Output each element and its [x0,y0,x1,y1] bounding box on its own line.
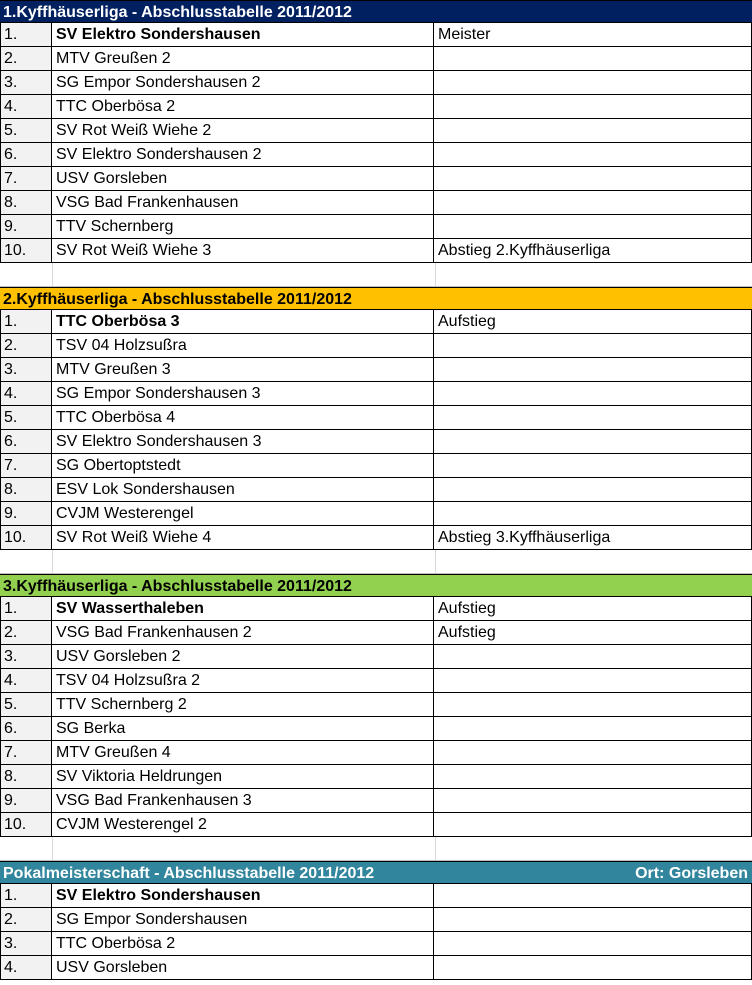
rank-cell[interactable]: 5. [0,119,52,142]
table-row[interactable] [0,717,752,741]
note-cell[interactable]: Aufstieg [434,597,752,620]
section-header[interactable] [0,861,752,884]
team-cell[interactable]: SV Elektro Sondershausen [52,884,434,907]
team-cell[interactable]: TSV 04 Holzsußra [52,334,434,357]
rank-cell[interactable]: 6. [0,430,52,453]
rank-cell[interactable]: 3. [0,932,52,955]
team-cell[interactable]: USV Gorsleben [52,956,434,979]
table-row[interactable] [0,191,752,215]
team-cell[interactable]: MTV Greußen 3 [52,358,434,381]
rank-cell[interactable]: 2. [0,334,52,357]
table-row[interactable] [0,239,752,263]
team-cell[interactable]: USV Gorsleben 2 [52,645,434,668]
table-row[interactable] [0,645,752,669]
team-cell[interactable]: SV Elektro Sondershausen 3 [52,430,434,453]
table-row[interactable] [0,358,752,382]
note-cell[interactable] [434,956,752,979]
rank-cell[interactable]: 4. [0,669,52,692]
table-row[interactable] [0,932,752,956]
note-cell[interactable] [434,215,752,238]
note-cell[interactable] [434,478,752,501]
rank-cell[interactable]: 1. [0,310,52,333]
table-row[interactable] [0,23,752,47]
team-cell[interactable]: SG Empor Sondershausen [52,908,434,931]
table-row[interactable] [0,119,752,143]
team-cell[interactable]: SG Berka [52,717,434,740]
table-row[interactable] [0,167,752,191]
table-row[interactable] [0,215,752,239]
team-cell[interactable]: MTV Greußen 2 [52,47,434,70]
section-location: Ort: Gorsleben [635,865,748,882]
empty-cell[interactable] [53,837,436,860]
rank-cell[interactable]: 1. [0,597,52,620]
rank-cell[interactable]: 6. [0,717,52,740]
section-header[interactable] [0,0,752,23]
note-cell[interactable]: Abstieg 3.Kyffhäuserliga [434,526,752,549]
empty-cell[interactable] [53,550,436,573]
team-cell[interactable]: SV Rot Weiß Wiehe 2 [52,119,434,142]
note-cell[interactable] [434,669,752,692]
rank-cell[interactable]: 5. [0,406,52,429]
team-cell[interactable]: SV Viktoria Heldrungen [52,765,434,788]
note-cell[interactable]: Aufstieg [434,621,752,644]
section-title: Pokalmeisterschaft - Abschlusstabelle 2011/2012 [3,865,375,882]
team-cell[interactable]: SV Wasserthaleben [52,597,434,620]
note-cell[interactable] [434,502,752,525]
table-row[interactable] [0,95,752,119]
section-header[interactable] [0,287,752,310]
team-cell[interactable]: SG Empor Sondershausen 3 [52,382,434,405]
empty-row[interactable] [0,550,752,574]
note-cell[interactable] [434,382,752,405]
table-row[interactable] [0,406,752,430]
note-cell[interactable] [434,167,752,190]
team-cell[interactable]: CVJM Westerengel 2 [52,813,434,836]
table-row[interactable] [0,382,752,406]
empty-cell[interactable] [0,550,53,573]
note-cell[interactable] [434,143,752,166]
team-cell[interactable]: TTC Oberbösa 4 [52,406,434,429]
section-liga2 [0,287,752,574]
note-cell[interactable] [434,358,752,381]
team-cell[interactable]: TTV Schernberg [52,215,434,238]
empty-cell[interactable] [0,263,53,286]
team-cell[interactable]: SV Rot Weiß Wiehe 3 [52,239,434,262]
table-row[interactable] [0,430,752,454]
section-liga1 [0,0,752,287]
rank-cell[interactable]: 4. [0,95,52,118]
rank-cell[interactable]: 9. [0,502,52,525]
rank-cell[interactable]: 10. [0,813,52,836]
rank-cell[interactable]: 10. [0,526,52,549]
note-cell[interactable] [434,765,752,788]
table-row[interactable] [0,71,752,95]
rank-cell[interactable]: 4. [0,956,52,979]
empty-row[interactable] [0,263,752,287]
table-row[interactable] [0,502,752,526]
note-cell[interactable] [434,813,752,836]
note-cell[interactable] [434,191,752,214]
section-liga3 [0,574,752,861]
rank-cell[interactable]: 1. [0,884,52,907]
team-cell[interactable]: VSG Bad Frankenhausen 3 [52,789,434,812]
team-cell[interactable]: SV Rot Weiß Wiehe 4 [52,526,434,549]
team-cell[interactable]: ESV Lok Sondershausen [52,478,434,501]
table-row[interactable] [0,454,752,478]
empty-cell[interactable] [53,263,436,286]
table-row[interactable] [0,693,752,717]
rank-cell[interactable]: 2. [0,621,52,644]
note-cell[interactable] [434,406,752,429]
empty-row[interactable] [0,837,752,861]
table-row[interactable] [0,47,752,71]
rank-cell[interactable]: 3. [0,358,52,381]
rank-cell[interactable]: 7. [0,454,52,477]
team-cell[interactable]: VSG Bad Frankenhausen [52,191,434,214]
section-title: 3.Kyffhäuserliga - Abschlusstabelle 2011/2012 [3,578,352,595]
table-row[interactable] [0,956,752,980]
table-row[interactable] [0,478,752,502]
team-cell[interactable]: MTV Greußen 4 [52,741,434,764]
team-cell[interactable]: TTV Schernberg 2 [52,693,434,716]
table-row[interactable] [0,526,752,550]
note-cell[interactable]: Abstieg 2.Kyffhäuserliga [434,239,752,262]
rank-cell[interactable]: 1. [0,23,52,46]
table-row[interactable] [0,334,752,358]
table-row[interactable] [0,908,752,932]
team-cell[interactable]: TTC Oberbösa 2 [52,932,434,955]
note-cell[interactable] [434,693,752,716]
note-cell[interactable] [434,884,752,907]
note-cell[interactable] [434,741,752,764]
table-row[interactable] [0,884,752,908]
note-cell[interactable] [434,717,752,740]
rank-cell[interactable]: 7. [0,741,52,764]
rank-cell[interactable]: 3. [0,71,52,94]
team-cell[interactable]: SV Elektro Sondershausen [52,23,434,46]
note-cell[interactable] [434,789,752,812]
note-cell[interactable]: Aufstieg [434,310,752,333]
team-cell[interactable]: TSV 04 Holzsußra 2 [52,669,434,692]
table-row[interactable] [0,669,752,693]
rank-cell[interactable]: 5. [0,693,52,716]
team-cell[interactable]: TTC Oberbösa 2 [52,95,434,118]
note-cell[interactable] [434,454,752,477]
rank-cell[interactable]: 9. [0,789,52,812]
rank-cell[interactable]: 6. [0,143,52,166]
team-cell[interactable]: VSG Bad Frankenhausen 2 [52,621,434,644]
table-row[interactable] [0,789,752,813]
rank-cell[interactable]: 8. [0,765,52,788]
table-row[interactable] [0,813,752,837]
team-cell[interactable]: SG Obertoptstedt [52,454,434,477]
table-row[interactable] [0,765,752,789]
rank-cell[interactable]: 2. [0,908,52,931]
team-cell[interactable]: USV Gorsleben [52,167,434,190]
team-cell[interactable]: SG Empor Sondershausen 2 [52,71,434,94]
rank-cell[interactable]: 7. [0,167,52,190]
note-cell[interactable] [434,645,752,668]
rank-cell[interactable]: 8. [0,478,52,501]
note-cell[interactable] [434,932,752,955]
rank-cell[interactable]: 4. [0,382,52,405]
rank-cell[interactable]: 9. [0,215,52,238]
section-pokal [0,861,752,980]
section-title: 2.Kyffhäuserliga - Abschlusstabelle 2011/2012 [3,291,352,308]
note-cell[interactable] [434,430,752,453]
note-cell[interactable] [434,71,752,94]
rank-cell[interactable]: 10. [0,239,52,262]
table-row[interactable] [0,597,752,621]
rank-cell[interactable]: 8. [0,191,52,214]
rank-cell[interactable]: 3. [0,645,52,668]
empty-cell[interactable] [0,837,53,860]
note-cell[interactable] [434,95,752,118]
note-cell[interactable] [434,334,752,357]
table-row[interactable] [0,741,752,765]
team-cell[interactable]: TTC Oberbösa 3 [52,310,434,333]
team-cell[interactable]: SV Elektro Sondershausen 2 [52,143,434,166]
table-row[interactable] [0,621,752,645]
section-header[interactable] [0,574,752,597]
note-cell[interactable] [434,119,752,142]
note-cell[interactable] [434,908,752,931]
rank-cell[interactable]: 2. [0,47,52,70]
table-row[interactable] [0,310,752,334]
note-cell[interactable] [434,47,752,70]
team-cell[interactable]: CVJM Westerengel [52,502,434,525]
section-title: 1.Kyffhäuserliga - Abschlusstabelle 2011/2012 [3,4,352,21]
table-row[interactable] [0,143,752,167]
note-cell[interactable]: Meister [434,23,752,46]
